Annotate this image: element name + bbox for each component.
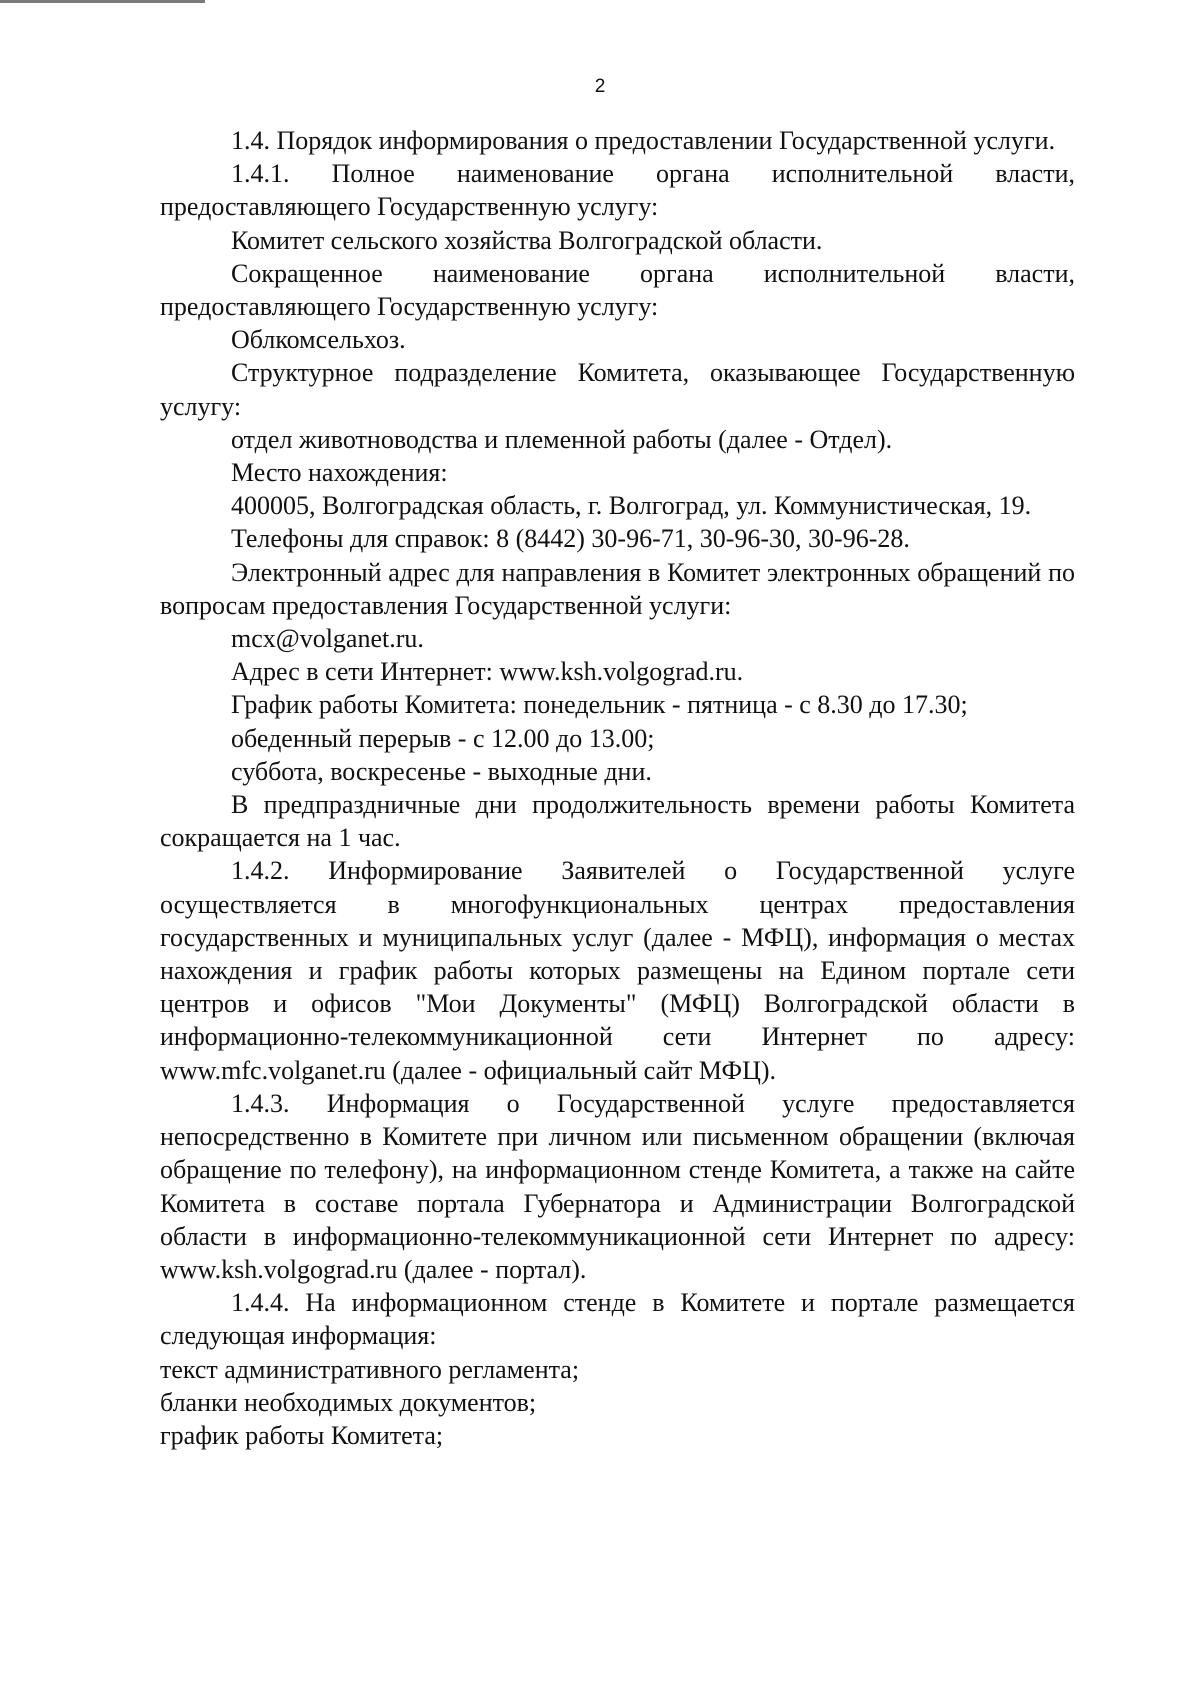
paragraph: В предпраздничные дни продолжительность времени работы Комитета сокращается на 1 час. xyxy=(160,790,1075,853)
paragraph: 1.4.4. На информационном стенде в Комитете и портале размещается следующая информация: xyxy=(160,1288,1075,1351)
paragraph: mcx@volganet.ru. xyxy=(231,624,424,654)
paragraph: отдел животноводства и племенной работы (далее - Отдел). xyxy=(231,424,893,454)
paragraph: Электронный адрес для направления в Комитет электронных обращений по вопросам предоставления Государственной услуги: xyxy=(160,557,1075,620)
paragraph: Комитет сельского хозяйства Волгоградской области. xyxy=(231,225,823,255)
paragraph: бланки необходимых документов; xyxy=(160,1387,537,1417)
paragraph: 1.4. Порядок информирования о предоставлении Государственной услуги. xyxy=(231,126,1056,155)
paragraph: 1.4.1. Полное наименование органа исполнительной власти, предоставляющего Государственную услугу: xyxy=(160,159,1075,222)
paragraph: Сокращенное наименование органа исполнительной власти, предоставляющего Государственную услугу: xyxy=(160,258,1075,322)
paragraph: суббота, воскресенье - выходные дни. xyxy=(231,756,652,786)
paragraph: Телефоны для справок: 8 (8442) 30-96-71, 30-96-30, 30-96-28. xyxy=(231,524,910,554)
paragraph: Структурное подразделение Комитета, оказывающее Государственную услугу: xyxy=(160,358,1075,421)
paragraph: обеденный перерыв - с 12.00 до 13.00; xyxy=(231,723,655,753)
paragraph: 1.4.2. Информирование Заявителей о Государственной услуге осуществляется в многофункциональных центрах предоставления государственных и муниципальных услуг (далее - МФЦ), информация о местах нахождения и график работы которых размещены на Едином портале сети центров и офисов "Мои Документы" (МФЦ) Волгоградской области в информационно-телекоммуникационной сети Интернет по адресу: www.mfc.volganet.ru (далее - официальный сайт МФЦ). xyxy=(160,856,1075,1085)
scan-edge-mark xyxy=(0,0,205,3)
page-number: 2 xyxy=(594,76,606,97)
paragraph: текст административного регламента; xyxy=(160,1354,580,1384)
paragraph: Место нахождения: xyxy=(231,458,448,488)
paragraph: 400005, Волгоградская область, г. Волгоград, ул. Коммунистическая, 19. xyxy=(231,491,1032,521)
document-body xyxy=(160,124,1075,1452)
paragraph: 1.4.3. Информация о Государственной услуге предоставляется непосредственно в Комитете при личном или письменном обращении (включая обращение по телефону), на информационном стенде Комитета, а также на сайте Комитета в составе портала Губернатора и Администрации Волгоградской области в информационно-телекоммуникационной сети Интернет по адресу: www.ksh.volgograd.ru (далее - портал). xyxy=(160,1088,1075,1284)
paragraph: График работы Комитета: понедельник - пятница - с 8.30 до 17.30; xyxy=(231,690,968,720)
paragraph: Адрес в сети Интернет: www.ksh.volgograd.ru. xyxy=(231,657,744,687)
paragraph: Облкомсельхоз. xyxy=(231,325,406,355)
paragraph: график работы Комитета; xyxy=(160,1420,444,1450)
